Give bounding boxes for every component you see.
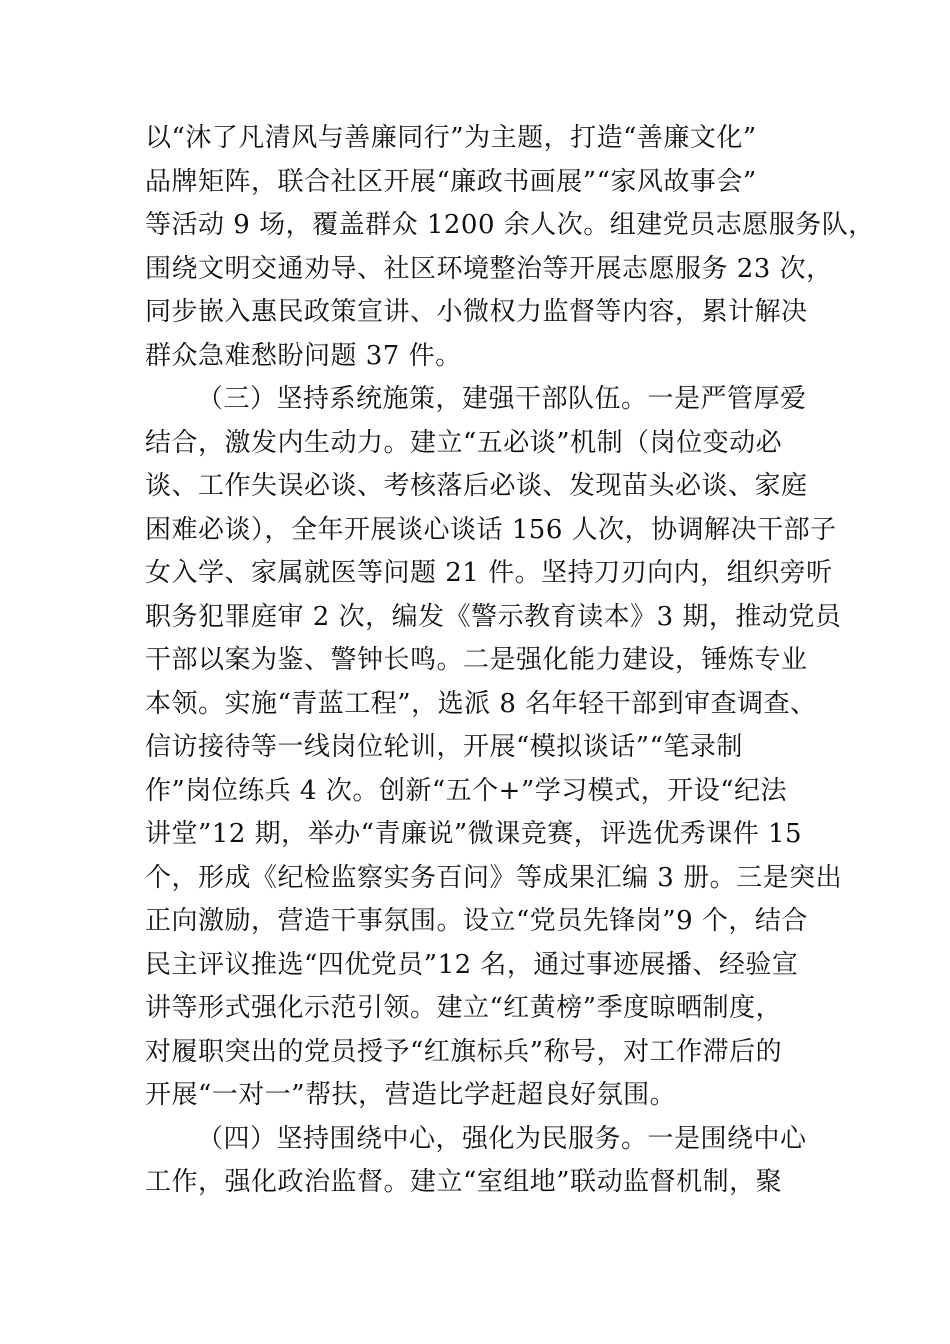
section-heading-line: （四）坚持围绕中心，强化为民服务。一是围绕中心 xyxy=(197,1123,807,1154)
text-line: 讲堂”12 期，举办“青廉说”微课竞赛，评选优秀课件 15 xyxy=(145,819,803,849)
text-line: 职务犯罪庭审 2 次，编发《警示教育读本》3 期，推动党员 xyxy=(145,601,842,632)
text-line: 围绕文明交通劝导、社区环境整治等开展志愿服务 23 次， xyxy=(145,253,833,284)
text-line: 正向激励，营造干事氛围。设立“党员先锋岗”9 个，结合 xyxy=(145,906,808,936)
paragraph-section-four xyxy=(145,1118,815,1205)
text-line: 结合，激发内生动力。建立“五必谈”机制（岗位变动必 xyxy=(145,427,783,458)
text-line: 民主评议推选“四优党员”12 名，通过事迹展播、经验宣 xyxy=(145,949,799,980)
text-line: 个，形成《纪检监察实务百问》等成果汇编 3 册。三是突出 xyxy=(145,862,843,893)
text-line: 同步嵌入惠民政策宣讲、小微权力监督等内容，累计解决 xyxy=(145,297,808,327)
text-line: 品牌矩阵，联合社区开展“廉政书画展”“家风故事会” xyxy=(145,166,757,197)
paragraph-section-three xyxy=(145,378,843,1118)
text-line: 信访接待等一线岗位轮训，开展“模拟谈话”“笔录制 xyxy=(145,732,743,762)
text-line: 以“沐了凡清风与善廉同行”为主题，打造“善廉文化” xyxy=(145,123,757,153)
text-line: 对履职突出的党员授予“红旗标兵”称号，对工作滞后的 xyxy=(145,1036,783,1067)
text-line: 开展“一对一”帮扶，营造比学赶超良好氛围。 xyxy=(145,1080,677,1110)
text-line: 讲等形式强化示范引领。建立“红黄榜”季度晾晒制度， xyxy=(145,993,783,1023)
text-line: 本领。实施“青蓝工程”，选派 8 名年轻干部到审查调查、 xyxy=(145,688,817,719)
text-line: 工作，强化政治监督。建立“室组地”联动监督机制，聚 xyxy=(145,1167,783,1197)
text-line: 谈、工作失误必谈、考核落后必谈、发现苗头必谈、家庭 xyxy=(145,471,808,501)
text-line: 女入学、家属就医等问题 21 件。坚持刀刃向内，组织旁听 xyxy=(145,558,833,588)
document-body xyxy=(145,117,875,1205)
section-heading-line: （三）坚持系统施策，建强干部队伍。一是严管厚爱 xyxy=(197,384,807,414)
text-line: 困难必谈），全年开展谈心谈话 156 人次，协调解决干部子 xyxy=(145,514,837,545)
text-line: 干部以案为鉴、警钟长鸣。二是强化能力建设，锤炼专业 xyxy=(145,645,808,675)
text-line: 群众急难愁盼问题 37 件。 xyxy=(145,340,462,371)
text-line: 作”岗位练兵 4 次。创新“五个+”学习模式，开设“纪法 xyxy=(145,775,788,806)
paragraph-culture-activities xyxy=(145,117,875,378)
text-line: 等活动 9 场，覆盖群众 1200 余人次。组建党员志愿服务队， xyxy=(145,210,875,240)
